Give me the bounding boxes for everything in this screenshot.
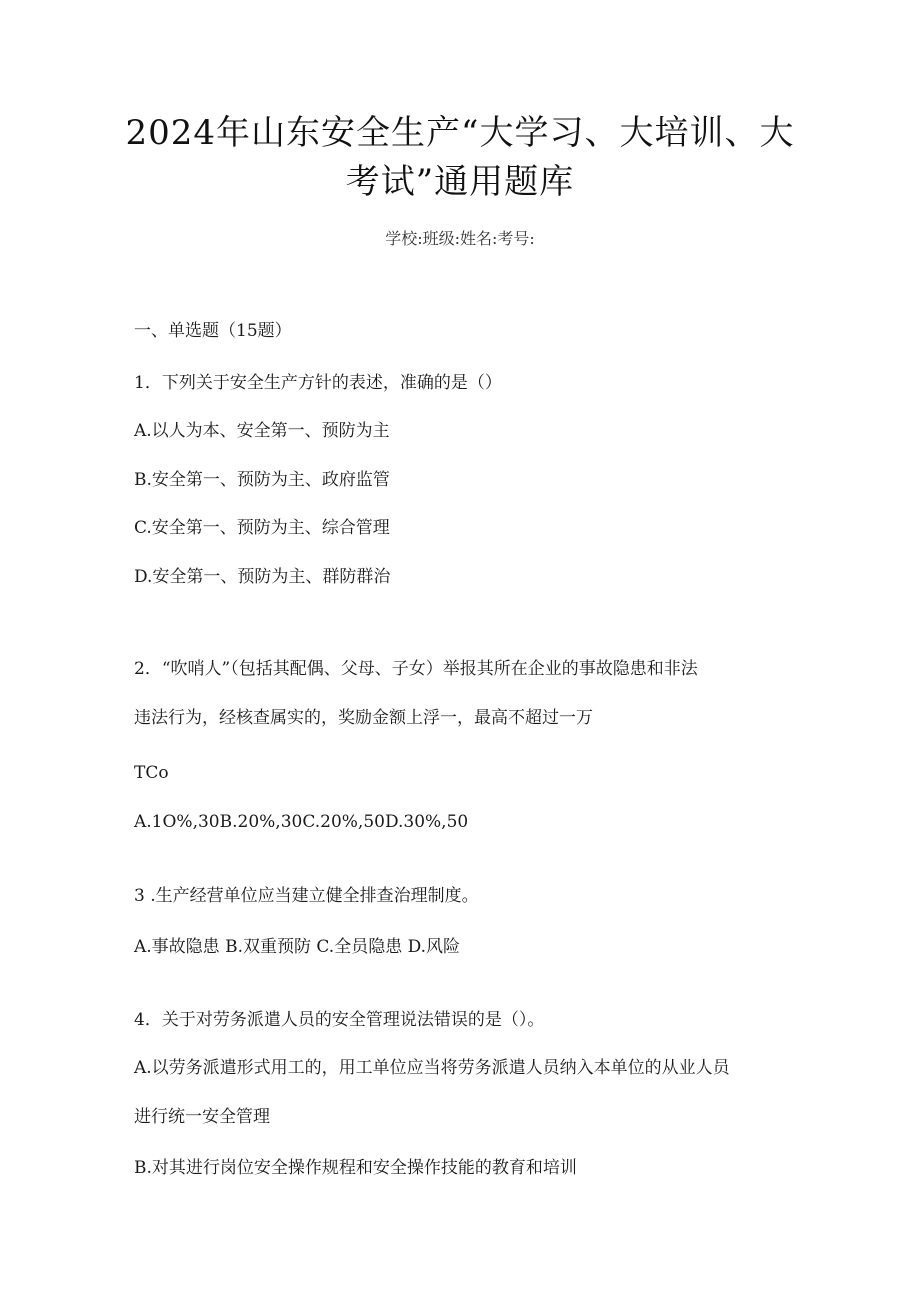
question-1-stem: 1．下列关于安全生产方针的表述，准确的是（） xyxy=(134,373,502,393)
question-1-option-c: C.安全第一、预防为主、综合管理 xyxy=(134,518,390,538)
question-4-option-a-line-1: A.以劳务派遣形式用工的，用工单位应当将劳务派遣人员纳入本单位的从业人员 xyxy=(134,1058,730,1078)
section-heading: 一、单选题（15题） xyxy=(134,321,292,341)
question-1-option-d: D.安全第一、预防为主、群防群治 xyxy=(134,567,391,587)
document-title-line-1: 2024年山东安全生产“大学习、大培训、大 xyxy=(125,113,795,153)
question-2-stem-line-1: 2．“吹哨人”（包括其配偶、父母、子女）举报其所在企业的事故隐患和非法 xyxy=(134,659,698,679)
student-info-fields: 学校:班级:姓名:考号: xyxy=(385,229,535,248)
question-4-stem: 4．关于对劳务派遣人员的安全管理说法错误的是（）。 xyxy=(134,1010,545,1030)
question-2-options: A.1O%,30B.20%,30C.20%,50D.30%,50 xyxy=(134,812,469,832)
question-1-option-a: A.以人为本、安全第一、预防为主 xyxy=(134,421,390,441)
question-2-stem-line-3: TCo xyxy=(134,763,169,783)
question-3-options: A.事故隐患 B.双重预防 C.全员隐患 D.风险 xyxy=(134,937,461,957)
document-title-line-2: 考试”通用题库 xyxy=(345,162,575,202)
question-1-option-b: B.安全第一、预防为主、政府监管 xyxy=(134,470,390,490)
question-4-option-a-line-2: 进行统一安全管理 xyxy=(134,1107,270,1127)
question-3-stem: 3 .生产经营单位应当建立健全排查治理制度。 xyxy=(134,886,479,906)
question-2-stem-line-2: 违法行为，经核查属实的，奖励金额上浮一，最高不超过一万 xyxy=(134,708,593,728)
question-4-option-b: B.对其进行岗位安全操作规程和安全操作技能的教育和培训 xyxy=(134,1158,577,1178)
